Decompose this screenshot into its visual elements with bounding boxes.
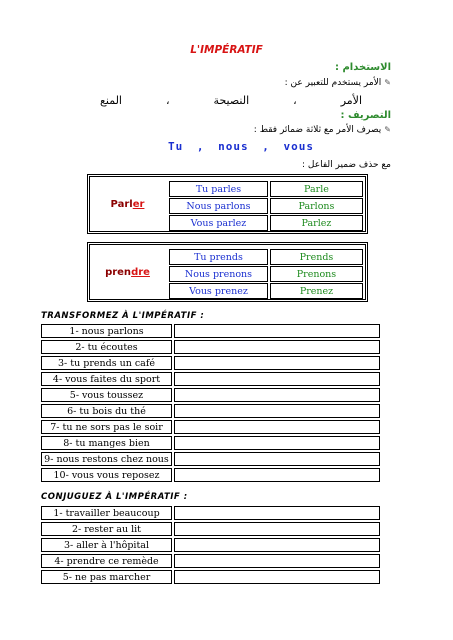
table-row [41, 420, 380, 434]
conjugation-table [167, 180, 365, 232]
table-row [169, 283, 363, 299]
table-row [41, 554, 380, 568]
table-row [41, 404, 380, 418]
table-row [169, 249, 363, 265]
table-row [41, 570, 380, 584]
verb-label [90, 177, 165, 231]
table-row [41, 324, 380, 338]
exercise-item: 7- tu ne sors pas le soir [41, 420, 172, 434]
table-row [41, 372, 380, 386]
usage-line [285, 78, 391, 88]
exercise-item: 5- vous toussez [41, 388, 172, 402]
table-row [41, 506, 380, 520]
usage-separator: ، [293, 94, 297, 107]
usage-separator: ، [165, 94, 170, 107]
verb-ending: dre [131, 266, 150, 278]
pronouns: Tu , nous , vous [168, 140, 314, 153]
conjugation-heading: التصريف : [340, 110, 391, 121]
table-row [41, 436, 380, 450]
pen-icon: ✎ [384, 78, 391, 87]
exercise-item: 4- prendre ce remède [41, 554, 172, 568]
page-title: L'IMPÉRATIF [190, 44, 263, 56]
usage-item-order: الأمر [340, 94, 362, 107]
usage-list [100, 94, 362, 107]
pen-icon: ✎ [384, 125, 391, 134]
answer-cell[interactable] [174, 554, 380, 568]
exercise1-title: TRANSFORMEZ À L'IMPÉRATIF : [41, 311, 205, 321]
table-row [41, 340, 380, 354]
exercise-item: 1- nous parlons [41, 324, 172, 338]
present-form: Nous prenons [169, 266, 268, 282]
answer-cell[interactable] [174, 324, 380, 338]
exercise2-title: CONJUGUEZ À L'IMPÉRATIF : [41, 492, 188, 502]
answer-cell[interactable] [174, 468, 380, 482]
exercise-item: 10- vous vous reposez [41, 468, 172, 482]
imperative-form: Parle [270, 181, 363, 197]
table-row [41, 522, 380, 536]
answer-cell[interactable] [174, 538, 380, 552]
table-row [169, 181, 363, 197]
imperative-form: Prends [270, 249, 363, 265]
verb-box-prendre [87, 242, 368, 302]
exercise-item: 8- tu manges bien [41, 436, 172, 450]
answer-cell[interactable] [174, 570, 380, 584]
table-row [41, 388, 380, 402]
present-form: Nous parlons [169, 198, 268, 214]
usage-heading: الاستخدام : [334, 62, 391, 73]
imperative-form: Parlez [270, 215, 363, 231]
answer-cell[interactable] [174, 452, 380, 466]
exercise-item: 3- aller à l'hôpital [41, 538, 172, 552]
usage-item-advice: النصيحة [213, 94, 250, 107]
present-form: Vous parlez [169, 215, 268, 231]
usage-item-prohibition: المنع [100, 94, 122, 107]
table-row [169, 266, 363, 282]
conjugation-table [167, 248, 365, 300]
imperative-form: Prenons [270, 266, 363, 282]
table-row [41, 468, 380, 482]
verb-label [90, 245, 165, 299]
present-form: Tu parles [169, 181, 268, 197]
exercise-item: 1- travailler beaucoup [41, 506, 172, 520]
exercise-item: 9- nous restons chez nous [41, 452, 172, 466]
verb-box-parler [87, 174, 368, 234]
exercise-item: 4- vous faites du sport [41, 372, 172, 386]
answer-cell[interactable] [174, 436, 380, 450]
conjugation-line [254, 125, 391, 135]
table-row [41, 452, 380, 466]
answer-cell[interactable] [174, 356, 380, 370]
answer-cell[interactable] [174, 340, 380, 354]
exercise1-table [39, 322, 382, 484]
present-form: Vous prenez [169, 283, 268, 299]
answer-cell[interactable] [174, 388, 380, 402]
present-form: Tu prends [169, 249, 268, 265]
table-row [169, 198, 363, 214]
conjugation-note: مع حذف ضمير الفاعل : [302, 160, 391, 170]
table-row [41, 538, 380, 552]
verb-stem: Parl [110, 198, 133, 210]
answer-cell[interactable] [174, 372, 380, 386]
exercise-item: 3- tu prends un café [41, 356, 172, 370]
conjugation-line-text: يصرف الأمر مع ثلاثة ضمائر فقط : [253, 125, 382, 135]
exercise-item: 2- tu écoutes [41, 340, 172, 354]
answer-cell[interactable] [174, 420, 380, 434]
exercise-item: 6- tu bois du thé [41, 404, 172, 418]
imperative-form: Parlons [270, 198, 363, 214]
verb-ending: er [132, 198, 145, 210]
verb-stem: pren [105, 266, 132, 278]
table-row [41, 356, 380, 370]
usage-line-text: الأمر يستخدم للتعبير عن : [284, 78, 382, 88]
exercise2-table [39, 504, 382, 586]
answer-cell[interactable] [174, 522, 380, 536]
exercise-item: 5- ne pas marcher [41, 570, 172, 584]
exercise-item: 2- rester au lit [41, 522, 172, 536]
table-row [169, 215, 363, 231]
answer-cell[interactable] [174, 506, 380, 520]
imperative-form: Prenez [270, 283, 363, 299]
answer-cell[interactable] [174, 404, 380, 418]
